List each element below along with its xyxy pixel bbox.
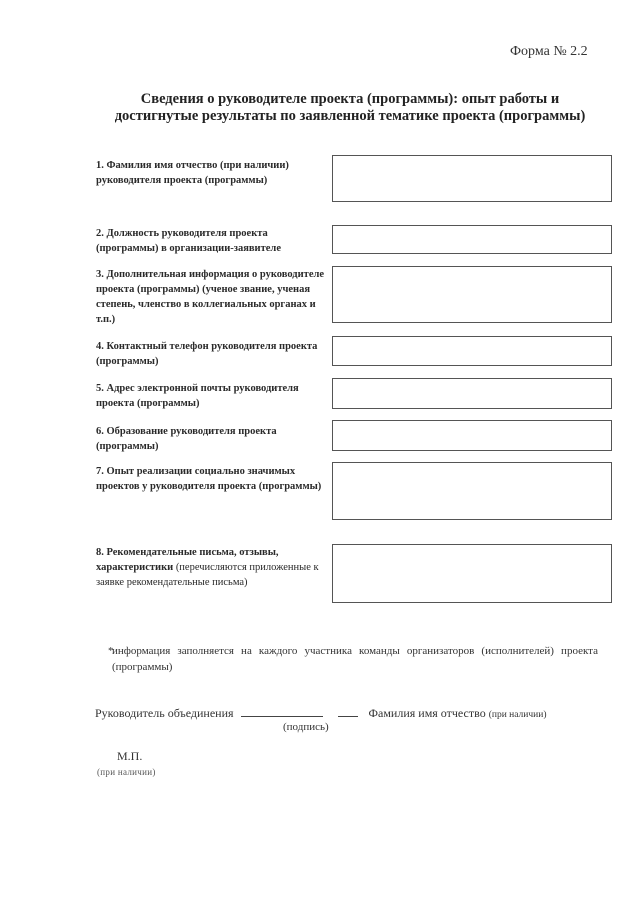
email-field[interactable] [332,378,612,409]
footnote-text: информация заполняется на каждого участника команды организаторов (исполнителей) проекта (программы) [112,645,598,673]
stamp-place-label: М.П. [117,749,143,763]
fio-note: (при наличии) [488,710,547,720]
recommendation-letters-title: 8. Рекомендательные письма, отзывы, характеристики [96,547,279,573]
form-number: Форма № 2.2 [510,44,588,59]
recommendation-letters-note: (перечисляются приложенные к заявке рекомендательные письма) [96,562,319,588]
position-field[interactable] [332,225,612,254]
row-label-email: 5. Адрес электронной почты руководителя проекта (программы) [96,383,299,409]
signature-blank[interactable] [241,716,323,717]
social-projects-experience-field[interactable] [332,462,612,520]
signature-line [95,706,546,721]
footnote [108,643,598,675]
footnote-asterisk: * [108,645,114,657]
row-label-additional-info: 3. Дополнительная информация о руководителе проекта (программы) (ученое звание, ученая степень, членство в коллегиальных органах и т.п.) [96,269,325,325]
recommendation-letters-field[interactable] [332,544,612,603]
fio-label: Фамилия имя отчество [368,706,486,720]
signature-short-blank[interactable] [338,716,358,717]
page-title-line-2: достигнутые результаты по заявленной тематике проекта (программы) [114,108,586,124]
full-name-field[interactable] [332,155,612,202]
row-label-phone: 4. Контактный телефон руководителя проекта (программы) [96,341,318,367]
row-label-recommendation-letters [96,545,328,590]
page-title [60,91,640,125]
education-field[interactable] [332,420,612,451]
stamp-place-note: (при наличии) [97,767,156,777]
phone-field[interactable] [332,336,612,366]
page-title-line-1: Сведения о руководителе проекта (программы): опыт работы и [140,91,560,107]
head-of-association-label: Руководитель объединения [95,706,234,720]
row-label-education: 6. Образование руководителя проекта (программы) [96,426,277,452]
row-label-full-name: 1. Фамилия имя отчество (при наличии) руководителя проекта (программы) [96,160,289,186]
row-label-social-projects-experience: 7. Опыт реализации социально значимых проектов у руководителя проекта (программы) [96,466,322,492]
additional-info-field[interactable] [332,266,612,323]
signature-caption: (подпись) [283,721,329,733]
row-label-position: 2. Должность руководителя проекта (программы) в организации-заявителе [96,228,281,254]
